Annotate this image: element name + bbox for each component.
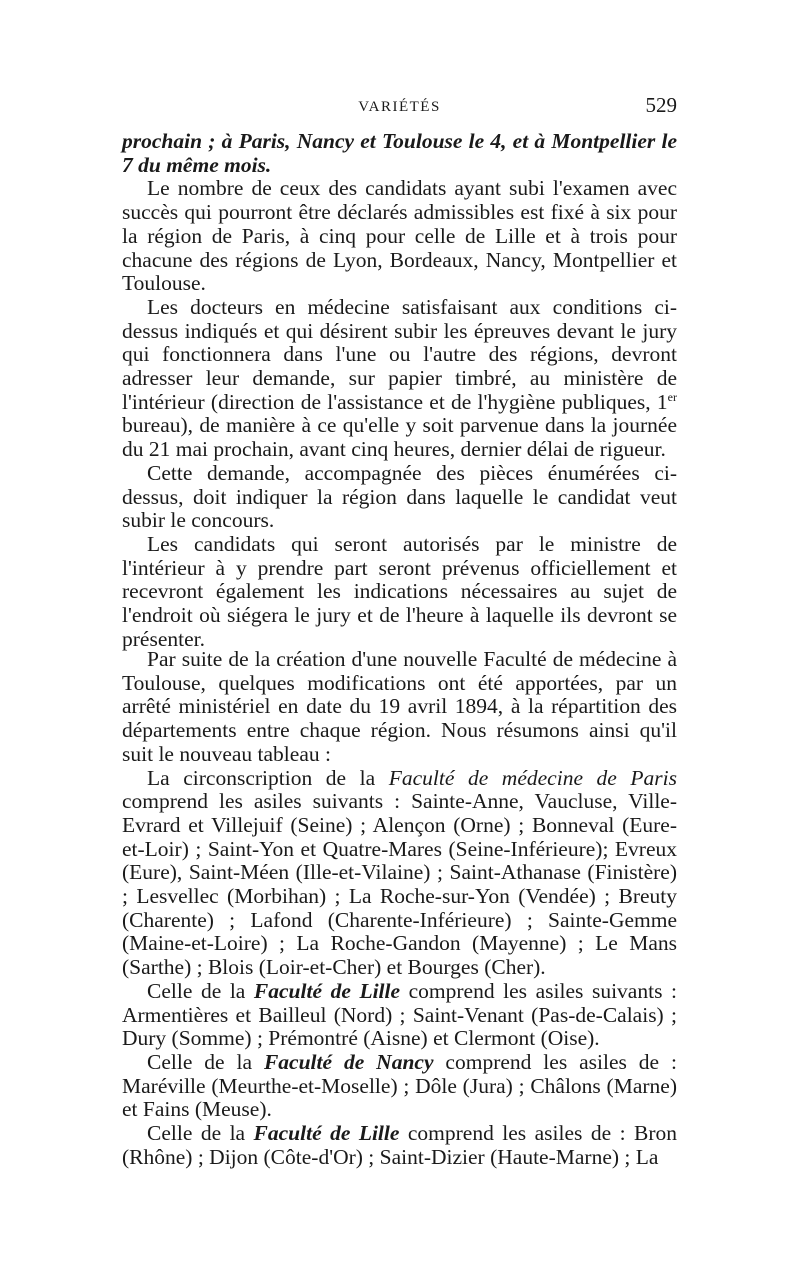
paragraph-admissibles: Le nombre de ceux des candidats ayant subi l'examen avec succès qui pourront être déclarés admissibles est fixé à six pour la région de Paris, à cinq pour celle de Lille et à trois pour chacune des régions de Lyon, Bordeaux, Nancy, Montpellier et Toulouse.	[122, 176, 677, 296]
superscript-er: er	[667, 389, 677, 404]
paragraph-lille2-body: comprend les asiles de : Bron (Rhône) ; Dijon (Côte-d'Or) ; Saint-Dizier (Haute-Marne) ; La	[122, 1121, 678, 1169]
running-title: VARIÉTÉS	[358, 99, 441, 115]
faculty-name-lille: Faculté de Lille	[253, 978, 401, 1003]
italic-continuation: prochain ; à Paris, Nancy et Toulouse le 4, et à Montpellier le 7 du même mois.	[122, 129, 677, 177]
page-number: 529	[645, 93, 677, 117]
paragraph-faculte-lille	[122, 980, 677, 1051]
page-header	[122, 93, 677, 123]
paragraph-docteurs	[122, 296, 677, 462]
text-section-upper	[122, 130, 677, 651]
paragraph-faculte-nancy	[122, 1051, 677, 1122]
paragraph-paris-intro: La circonscription de la	[147, 765, 389, 790]
paragraph-docteurs-part2: bureau), de manière à ce qu'elle y soit parvenue dans la journée du 21 mai prochain, avant cinq heures, dernier délai de rigueur.	[122, 413, 677, 462]
paragraph-candidats: Les candidats qui seront autorisés par le ministre de l'intérieur à y prendre part seront prévenus officiellement et recevront également les indications nécessaires au sujet de l'endroit où siégera le jury et de l'heure à laquelle ils devront se présenter.	[122, 531, 677, 651]
paragraph-lille2-intro: Celle de la	[147, 1121, 254, 1146]
paragraph-continuation	[122, 130, 677, 177]
paragraph-paris-body: comprend les asiles suivants : Sainte-Anne, Vaucluse, Ville-Evrard et Villejuif (Seine) ; Alençon (Orne) ; Bonneval (Eure-et-Loir) ; Saint-Yon et Quatre-Mares (Seine-Inférieure); Evreux (Eure), Saint-Méen (Ille-et-Vilaine) ; Saint-Athanase (Finistère) ; Lesvellec (Morbihan) ; La Roche-sur-Yon (Vendée) ; Breuty (Charente) ; Lafond (Charente-Inférieure) ; Sainte-Gemme (Maine-et-Loire) ; La Roche-Gandon (Mayenne) ; Le Mans (Sarthe) ; Blois (Loir-et-Cher) et Bourges (Cher).	[122, 789, 677, 980]
paragraph-docteurs-part1: Les docteurs en médecine satisfaisant aux conditions ci-dessus indiqués et qui désirent subir les épreuves devant le jury qui fonctionnera dans l'une ou l'autre des régions, devront adresser leur demande, sur papier timbré, au ministère de l'intérieur (direction de l'assistance et de l'hygiène publiques, 1	[122, 294, 677, 414]
paragraph-nancy-intro: Celle de la	[147, 1049, 264, 1074]
text-section-lower	[122, 648, 677, 1169]
paragraph-faculte-lille-2	[122, 1122, 677, 1169]
paragraph-lille-intro: Celle de la	[147, 978, 254, 1003]
paragraph-faculte-paris	[122, 767, 677, 980]
paragraph-demande: Cette demande, accompagnée des pièces énumérées ci-dessus, doit indiquer la région dans laquelle le candidat veut subir le concours.	[122, 460, 677, 533]
paragraph-nancy-body: comprend les asiles de : Maréville (Meurthe-et-Moselle) ; Dôle (Jura) ; Châlons (Marne) et Fains (Meuse).	[122, 1049, 677, 1122]
paragraph-lille-body: comprend les asiles suivants : Armentières et Bailleul (Nord) ; Saint-Venant (Pas-de-Calais) ; Dury (Somme) ; Prémontré (Aisne) et Clermont (Oise).	[122, 978, 677, 1051]
faculty-name-paris: Faculté de médecine de Paris	[388, 765, 677, 790]
paragraph-toulouse: Par suite de la création d'une nouvelle Faculté de médecine à Toulouse, quelques modifications ont été apportées, par un arrêté ministériel en date du 19 avril 1894, à la répartition des départements entre chaque région. Nous résumons ainsi qu'il suit le nouveau tableau :	[122, 647, 677, 766]
faculty-name-lille-2: Faculté de Lille	[253, 1121, 400, 1146]
faculty-name-nancy: Faculté de Nancy	[263, 1049, 434, 1074]
